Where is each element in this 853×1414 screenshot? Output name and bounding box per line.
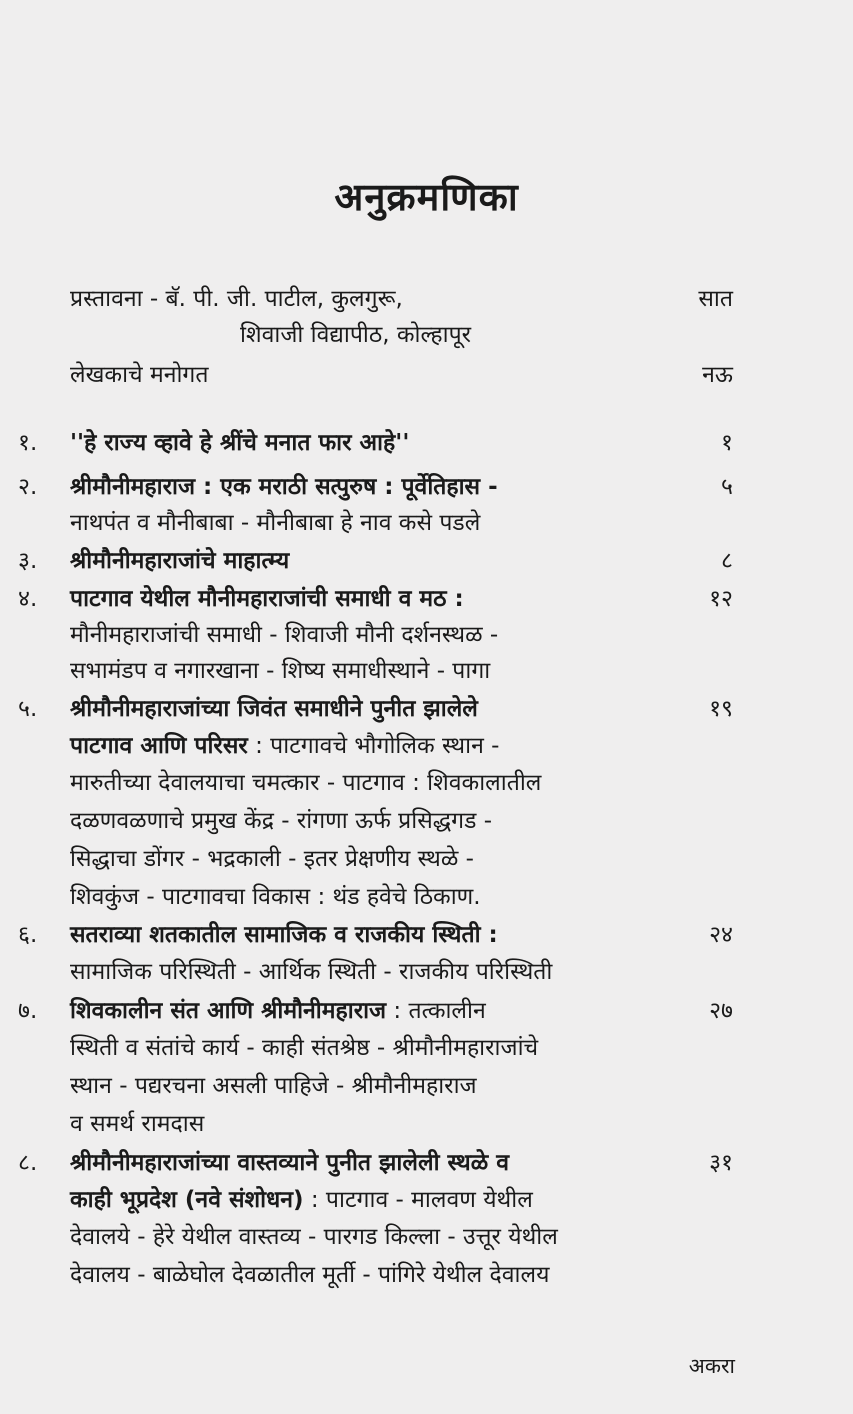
chapter-subtopics: स्थान - पद्यरचना असली पाहिजे - श्रीमौनीमहाराज: [70, 1073, 477, 1099]
chapter-title: ''हे राज्य व्हावे हे श्रींचे मनात फार आहे'': [70, 430, 410, 456]
chapter-subtopics: सभामंडप व नगारखाना - शिष्य समाधीस्थाने - पागा: [70, 658, 491, 684]
chapter-title: सतराव्या शतकातील सामाजिक व राजकीय स्थिती :: [70, 922, 498, 948]
front-item-page: नऊ: [702, 362, 733, 388]
front-item-text: लेखकाचे मनोगत: [70, 362, 209, 388]
chapter-subtopics: मारुतीच्या देवालयाचा चमत्कार - पाटगाव : शिवकालातील: [70, 770, 542, 796]
chapter-page: ८: [721, 548, 733, 574]
chapter-number: ७.: [18, 998, 38, 1024]
chapter-title-part: पाटगाव आणि परिसर: [70, 733, 248, 759]
chapter-subtopics: शिवकुंज - पाटगावचा विकास : थंड हवेचे ठिकाण.: [70, 884, 481, 910]
chapter-subtopics: देवालये - हेरे येथील वास्तव्य - पारगड किल्ला - उत्तूर येथील: [70, 1224, 558, 1250]
chapter-title: पाटगाव येथील मौनीमहाराजांची समाधी व मठ :: [70, 586, 464, 612]
front-item-page: सात: [698, 286, 733, 312]
chapter-subtopics: देवालय - बाळेघोल देवळातील मूर्ती - पांगिरे येथील देवालय: [70, 1262, 550, 1288]
chapter-subtopics: दळणवळणाचे प्रमुख केंद्र - रांगणा ऊर्फ प्रसिद्धगड -: [70, 808, 492, 834]
chapter-title-continued: [70, 1185, 533, 1215]
chapter-number: ५.: [18, 696, 38, 722]
chapter-title-tail: : तत्कालीन: [386, 998, 486, 1024]
chapter-title-tail: : पाटगाव - मालवण येथील: [303, 1187, 533, 1213]
chapter-title: श्रीमौनीमहाराज : एक मराठी सत्पुरुष : पूर्वेतिहास -: [70, 474, 498, 500]
chapter-subtopics: सामाजिक परिस्थिती - आर्थिक स्थिती - राजकीय परिस्थिती: [70, 959, 553, 985]
chapter-title: शिवकालीन संत आणि श्रीमौनीमहाराज: [70, 998, 387, 1024]
chapter-title: श्रीमौनीमहाराजांच्या वास्तव्याने पुनीत झालेली स्थळे व: [70, 1150, 509, 1176]
chapter-subtopics: सिद्धाचा डोंगर - भद्रकाली - इतर प्रेक्षणीय स्थळे -: [70, 846, 474, 872]
page-number-footer: अकरा: [688, 1354, 735, 1378]
chapter-page: ३१: [709, 1150, 733, 1176]
chapter-subtopics: व समर्थ रामदास: [70, 1111, 205, 1137]
chapter-title-tail: : पाटगावचे भौगोलिक स्थान -: [247, 733, 500, 759]
chapter-title: श्रीमौनीमहाराजांच्या जिवंत समाधीने पुनीत झालेले: [70, 696, 478, 722]
chapter-subtopics: मौनीमहाराजांची समाधी - शिवाजी मौनी दर्शनस्थळ -: [70, 622, 499, 648]
chapter-number: ६.: [18, 922, 38, 948]
front-item-text: शिवाजी विद्यापीठ, कोल्हापूर: [240, 322, 472, 348]
front-item-text: प्रस्तावना - बॅ. पी. जी. पाटील, कुलगुरू,: [70, 286, 403, 312]
chapter-title-continued: [70, 731, 499, 761]
chapter-number: २.: [18, 474, 38, 500]
chapter-page: १९: [709, 696, 733, 722]
chapter-number: ८.: [18, 1150, 38, 1176]
chapter-subtopics: स्थिती व संतांचे कार्य - काही संतश्रेष्ठ - श्रीमौनीमहाराजांचे: [70, 1035, 539, 1061]
chapter-page: २४: [709, 922, 733, 948]
chapter-page: १: [721, 430, 733, 456]
chapter-subtopics: नाथपंत व मौनीबाबा - मौनीबाबा हे नाव कसे पडले: [70, 510, 481, 536]
chapter-page: ५: [721, 474, 733, 500]
chapter-title: श्रीमौनीमहाराजांचे माहात्म्य: [70, 548, 290, 574]
page-title: अनुक्रमणिका: [334, 175, 519, 219]
chapter-title-line: [70, 996, 486, 1026]
chapter-number: १.: [18, 430, 38, 456]
chapter-page: १२: [709, 586, 733, 612]
chapter-title-part: काही भूप्रदेश (नवे संशोधन): [70, 1187, 304, 1213]
chapter-page: २७: [709, 998, 733, 1024]
chapter-number: ३.: [18, 548, 38, 574]
chapter-number: ४.: [18, 586, 38, 612]
